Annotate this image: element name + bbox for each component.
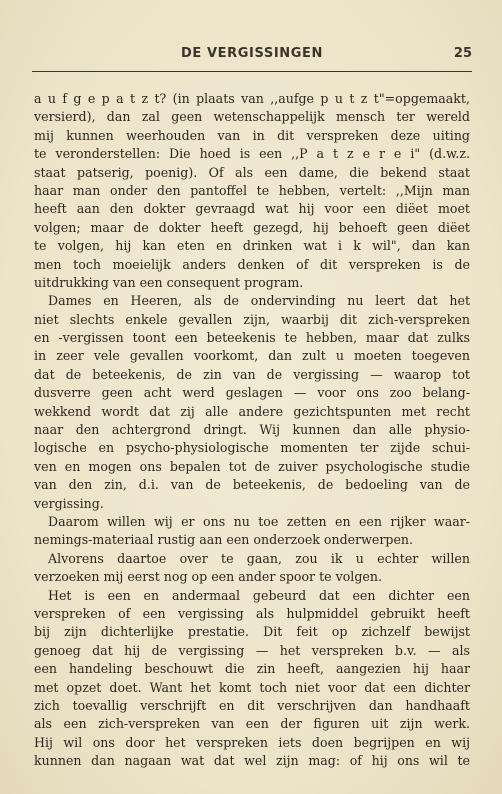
- text-line: nemings-materiaal rustig aan een onderzoek onderwerpen.: [34, 532, 414, 548]
- text-line: en -vergissen toont een beteekenis te hebben, maar dat zulks: [34, 330, 470, 346]
- text-line: mij kunnen weerhouden van in dit verspreken deze uiting: [34, 127, 470, 143]
- running-title: DE VERGISSINGEN: [181, 46, 323, 61]
- text-line: van den zin, d.i. van de beteekenis, de bedoeling van de: [34, 477, 470, 493]
- text-line: verspreken of een vergissing als hulpmiddel gebruikt heeft: [34, 605, 470, 621]
- text-line: kunnen dan nagaan wat dat wel zijn mag: of hij ons wil te: [34, 753, 470, 769]
- text-line: men toch moeielijk anders denken of dit verspreken is de: [34, 256, 470, 272]
- body-text: [34, 90, 470, 770]
- text-line: in zeer vele gevallen voorkomt, dan zult u moeten toegeven: [34, 348, 470, 364]
- text-line: dat de beteekenis, de zin van de vergissing — waarop tot: [34, 366, 470, 382]
- page-header: [32, 46, 472, 66]
- text-line: niet slechts enkele gevallen zijn, waarbij dit zich-verspreken: [34, 311, 470, 327]
- text-line: verzoeken mij eerst nog op een ander spoor te volgen.: [34, 569, 382, 585]
- text-line: heeft aan den dokter gevraagd wat hij voor een diëet moet: [34, 201, 470, 217]
- text-line: genoeg dat hij de vergissing — het verspreken b.v. — als: [34, 642, 470, 658]
- text-line: zich toevallig verschrijft en dit verschrijven dan handhaaft: [34, 697, 470, 713]
- text-line: dusverre geen acht werd geslagen — voor ons zoo belang-: [34, 385, 470, 401]
- text-line: als een zich-verspreken van een der figuren uit zijn werk.: [34, 716, 470, 732]
- text-line: versierd), dan zal geen wetenschappelijk mensch ter wereld: [34, 109, 470, 125]
- text-line: logische en psycho-physiologische momenten ter zijde schui-: [34, 440, 470, 456]
- text-line: te veronderstellen: Die hoed is een ,,P a t z e r e i" (d.w.z.: [34, 146, 470, 162]
- text-line: haar man onder den pantoffel te hebben, vertelt: ,,Mijn man: [34, 182, 470, 198]
- text-line: Alvorens daartoe over te gaan, zou ik u echter willen: [48, 550, 470, 566]
- text-line: Het is een en andermaal gebeurd dat een dichter een: [48, 587, 470, 603]
- text-line: volgen; maar de dokter heeft gezegd, hij behoeft geen diëet: [34, 219, 470, 235]
- text-line: bij zijn dichterlijke prestatie. Dit feit op zichzelf bewijst: [34, 624, 470, 640]
- text-line: a u f g e p a t z t? (in plaats van ,,aufge p u t z t"=opgemaakt,: [34, 91, 470, 106]
- text-line: vergissing.: [34, 495, 104, 511]
- header-rule: [32, 71, 472, 72]
- text-line: Daarom willen wij er ons nu toe zetten en een rijker waar-: [48, 513, 470, 529]
- text-line: met opzet doet. Want het komt toch niet voor dat een dichter: [34, 679, 470, 695]
- text-line: te volgen, hij kan eten en drinken wat i k wil", dan kan: [34, 238, 470, 254]
- page-number: 25: [453, 46, 472, 61]
- text-line: Hij wil ons door het verspreken iets doen begrijpen en wij: [34, 734, 470, 750]
- text-line: staat patserig, poenig). Of als een dame, die bekend staat: [34, 164, 470, 180]
- text-line: naar den achtergrond dringt. Wij kunnen dan alle physio-: [34, 422, 470, 438]
- text-line: ven en mogen ons bepalen tot de zuiver psychologische studie: [34, 458, 470, 474]
- text-line: Dames en Heeren, als de ondervinding nu leert dat het: [48, 293, 470, 309]
- text-line: wekkend wordt dat zij alle andere gezichtspunten met recht: [34, 403, 470, 419]
- text-line: uitdrukking van een consequent program.: [34, 274, 304, 290]
- text-line: een handeling beschouwt die zin heeft, aangezien hij haar: [34, 661, 470, 677]
